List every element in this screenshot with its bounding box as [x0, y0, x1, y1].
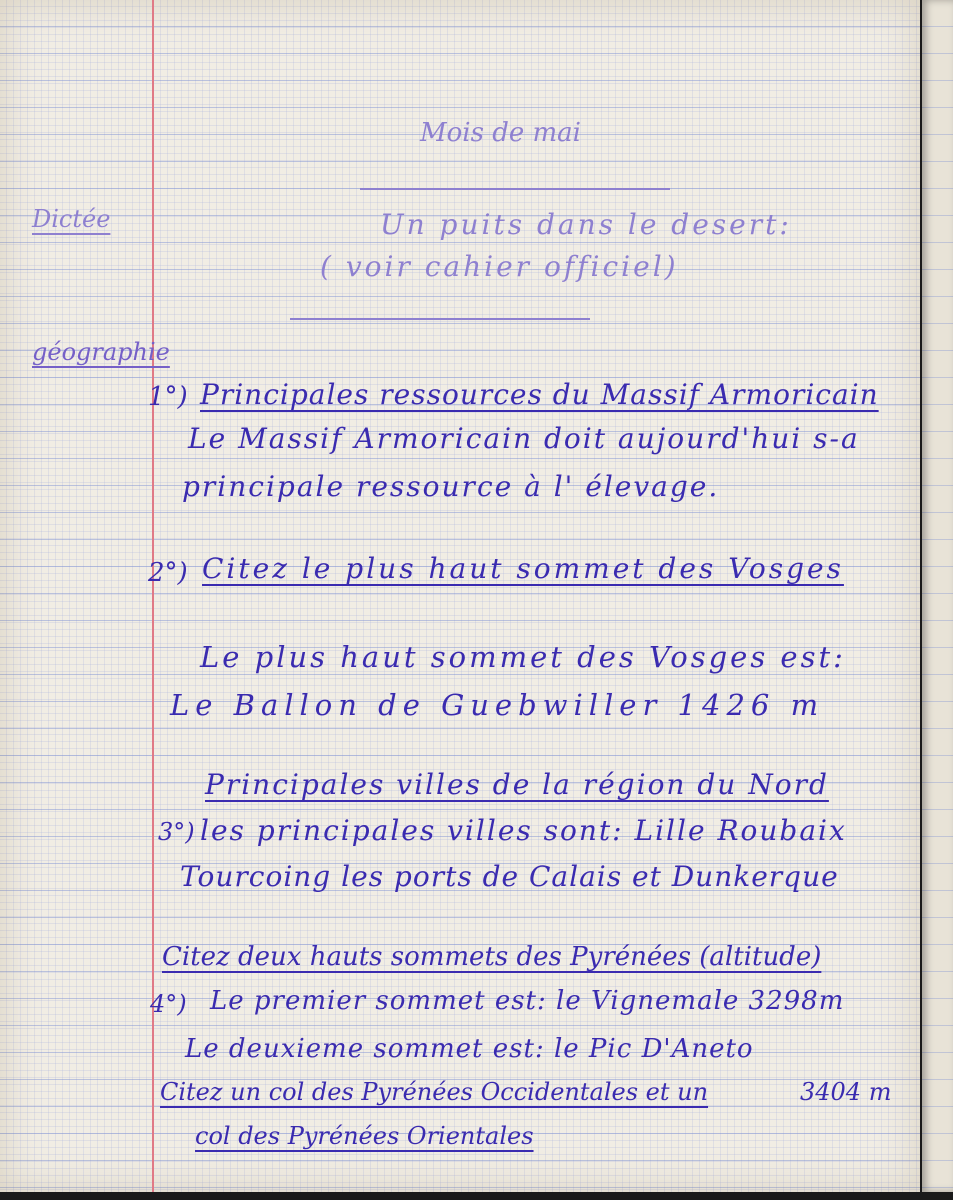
item-4-question: Citez deux hauts sommets des Pyrénées (altitude)	[162, 942, 822, 972]
margin-dictee: Dictée	[32, 205, 111, 233]
item-1-answer-line-2: principale ressource à l' élevage.	[182, 470, 720, 503]
heading-rule	[360, 188, 670, 190]
item-1-answer-line-1: Le Massif Armoricain doit aujourd'hui s-a	[188, 422, 860, 455]
item-4-answer-line-1: Le premier sommet est: le Vignemale 3298m	[210, 986, 845, 1016]
item-3-answer-line-1: les principales villes sont: Lille Roubaix	[200, 814, 847, 847]
item-5-question: Citez un col des Pyrénées Occidentales et un	[160, 1078, 709, 1106]
item-4-answer-altitude: 3404 m	[800, 1078, 892, 1106]
item-3-answer-line-2: Tourcoing les ports de Calais et Dunkerque	[180, 860, 839, 893]
item-2-number: 2°)	[148, 558, 188, 588]
month-heading: Mois de mai	[420, 118, 581, 148]
margin-geographie: géographie	[32, 338, 170, 366]
item-1-question: Principales ressources du Massif Armoricain	[200, 378, 879, 411]
notebook-right-page-edge	[922, 0, 953, 1192]
item-2-question: Citez le plus haut sommet des Vosges	[202, 552, 844, 585]
item-1-number: 1°)	[148, 382, 188, 412]
item-2-answer-line-1: Le plus haut sommet des Vosges est:	[200, 640, 846, 674]
item-3-question: Principales villes de la région du Nord	[205, 768, 829, 801]
dictation-rule	[290, 318, 590, 320]
item-4-answer-line-2: Le deuxieme sommet est: le Pic D'Aneto	[185, 1034, 754, 1064]
dictation-title: Un puits dans le desert:	[380, 208, 792, 241]
item-3-number: 3°)	[158, 818, 195, 846]
item-2-answer-line-2: Le Ballon de Guebwiller 1426 m	[170, 688, 825, 722]
item-4-number: 4°)	[150, 990, 187, 1018]
dictation-note: ( voir cahier officiel)	[320, 250, 679, 283]
item-5-question-continued: col des Pyrénées Orientales	[195, 1122, 534, 1150]
